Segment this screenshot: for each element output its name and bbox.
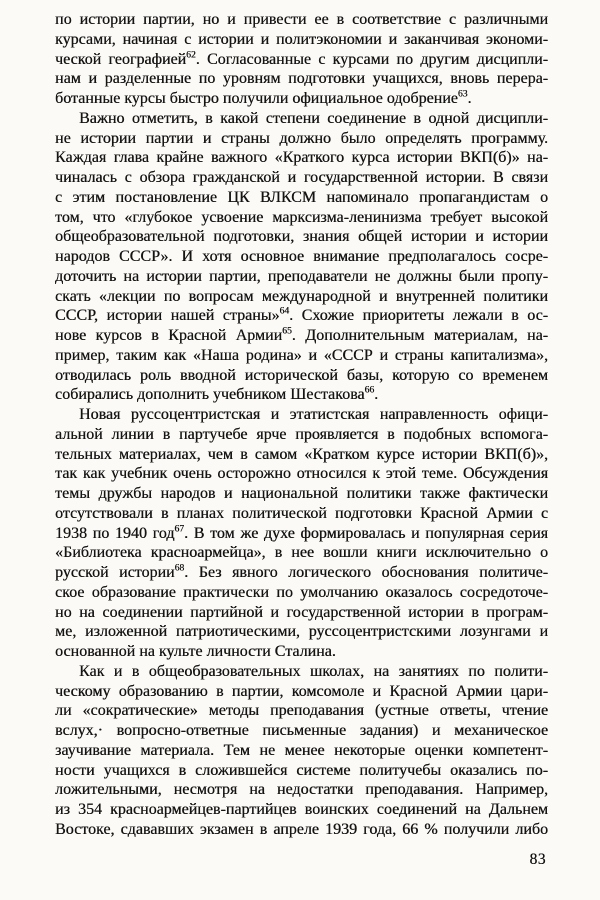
text-line: общеобразовательной подготовки, знания общей истории и истории xyxy=(55,228,548,246)
text-line: СССР, истории нашей страны»$^{64}$. Схожие приоритеты лежали в ос- xyxy=(55,305,548,325)
footnote-ref: 64 xyxy=(279,305,290,317)
text-block xyxy=(55,10,548,840)
footnote-ref: 62 xyxy=(186,49,196,61)
text-line: ности учащихся в сложившейся системе политучебы оказались по- xyxy=(55,761,548,779)
text-line: русской истории$^{68}$. Без явного логического обоснования политиче- xyxy=(55,562,548,581)
text-line: но на соединении партийной и государственной истории в програм- xyxy=(55,603,548,621)
footnote-ref: 65 xyxy=(282,325,292,337)
text-line: нове курсов в Красной Армии$^{65}$. Дополнительным материалам, на- xyxy=(55,325,548,344)
paragraph xyxy=(55,10,548,109)
text-line: скать «лекции по вопросам международной и внутренней политики xyxy=(55,287,548,305)
paragraph xyxy=(55,662,548,840)
text-line: ме, изложенной патриотическими, руссоцентристскими лозунгами и xyxy=(55,623,548,641)
text-line: отводилась роль вводной исторической базы, которую со временем xyxy=(55,366,548,384)
text-line: курсами, начиная с истории и политэкономии и заканчивая экономи- xyxy=(55,30,548,48)
text-line: вслух,· вопросно-ответные письменные задания) и механическое xyxy=(55,722,548,739)
text-line: ложительными, несмотря на недостатки преподавания. Например, xyxy=(55,781,548,799)
text-line: не истории партии и страны должно было определять программу. xyxy=(55,129,548,147)
text-line: том, что «глубокое усвоение марксизма-ленинизма требует высокой xyxy=(55,208,548,226)
text-line: основанной на культе личности Сталина. xyxy=(55,643,336,660)
footnote-ref: 68 xyxy=(174,562,185,574)
text-line: доточить на истории партии, преподаватели не должны были пропу- xyxy=(55,267,548,285)
text-line: отсутствовали в планах политической подготовки Красной Армии с xyxy=(55,504,548,522)
text-line: ботанные курсы быстро получили официальное одобрение$^{63}$. xyxy=(55,88,472,107)
text-line: альной линии в партучебе ярче проявляется в подобных вспомога- xyxy=(55,425,548,443)
text-line: чиналась с обзора гражданской и государственной истории. В связи xyxy=(55,169,548,186)
text-line: Каждая глава крайне важного «Краткого курса истории ВКП(б)» на- xyxy=(55,149,548,167)
page-number: 83 xyxy=(529,851,546,868)
text-line: ское образование практически по умолчанию оказалось сосредоточе- xyxy=(55,583,548,601)
text-line: пример, таким как «Наша родина» и «СССР и страны капитализма», xyxy=(55,346,548,364)
text-line: Важно отметить, в какой степени соединение в одной дисципли- xyxy=(79,109,548,127)
text-line: Востоке, сдававших экзамен в апреле 1939 года, 66 % получили либо xyxy=(55,820,548,838)
text-line: темы дружбы народов и национальной политики также фактически xyxy=(55,485,548,502)
paragraph xyxy=(55,405,548,662)
text-line: тельных материалах, чем в самом «Кратком курсе истории ВКП(б)», xyxy=(55,445,548,463)
text-line: Новая руссоцентристская и этатистская направленность офици- xyxy=(79,406,548,423)
text-line: ческому образованию в партии, комсомоле и Красной Армии цари- xyxy=(55,682,548,700)
text-line: по истории партии, но и привести ее в соответствие с различными xyxy=(55,11,548,28)
text-line: нам и разделенные по уровням подготовки учащихся, вновь перера- xyxy=(55,70,548,88)
footnote-ref: 66 xyxy=(364,384,375,396)
text-line: так как учебник очень осторожно относился к этой теме. Обсуждения xyxy=(55,465,548,483)
footnote-ref: 67 xyxy=(174,523,185,535)
text-line: народов СССР». И хотя основное внимание предполагалось сосре- xyxy=(55,248,548,265)
text-line: заучивание материала. Тем не менее некоторые оценки компетент- xyxy=(55,741,548,759)
text-line: «Библиотека красноармейца», в нее вошли книги исключительно о xyxy=(55,544,548,562)
footnote-ref: 63 xyxy=(457,88,468,100)
text-line: собирались дополнить учебником Шестакова$^{66}$. xyxy=(55,384,379,404)
text-line: 1938 по 1940 год$^{67}$. В том же духе формировалась и популярная серия xyxy=(55,523,548,542)
text-line: из 354 красноармейцев-партийцев воинских соединений на Дальнем xyxy=(55,801,548,818)
text-line: Как и в общеобразовательных школах, на занятиях по полити- xyxy=(79,662,548,680)
text-line: ческой географией$^{62}$. Согласованные с курсами по другим дисципли- xyxy=(55,49,548,68)
text-line: ли «сократические» методы преподавания (устные ответы, чтение xyxy=(55,702,548,720)
paragraph xyxy=(55,109,548,405)
text-line: с этим постановление ЦК ВЛКСМ напоминало пропагандистам о xyxy=(55,188,548,206)
